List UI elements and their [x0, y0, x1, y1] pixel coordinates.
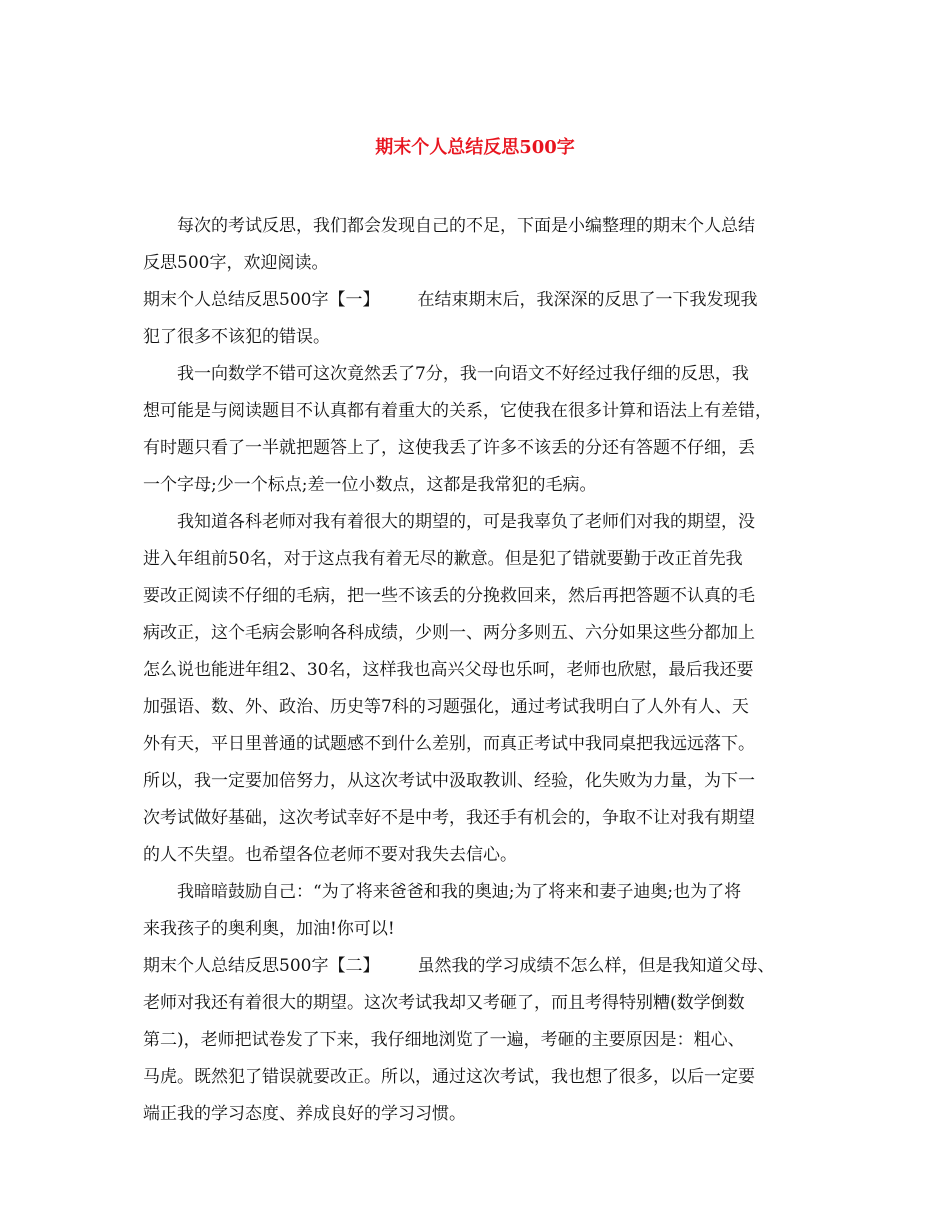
text-line — [143, 1059, 813, 1096]
text-line — [143, 430, 813, 467]
line-text: 病改正，这个毛病会影响各科成绩，少则一、两分多则五、六分如果这些分都加上 — [143, 623, 755, 643]
line-text: 我一向数学不错可这次竟然丢了7分，我一向语文不好经过我仔细的反思，我 — [177, 364, 749, 384]
line-text: 要改正阅读不仔细的毛病，把一些不该丢的分挽救回来，然后再把答题不认真的毛 — [143, 586, 755, 606]
text-line — [143, 985, 813, 1022]
text-line — [143, 1096, 813, 1133]
text-line — [143, 541, 813, 578]
text-line — [143, 837, 813, 874]
document-title: 期末个人总结反思500字 — [375, 137, 575, 158]
line-text: 有时题只看了一半就把题答上了，这使我丢了许多不该丢的分还有答题不仔细，丢 — [143, 438, 755, 458]
text-line — [143, 504, 813, 541]
text-line — [143, 911, 813, 948]
line-text: 次考试做好基础，这次考试幸好不是中考，我还手有机会的，争取不让对我有期望 — [143, 808, 755, 828]
line-text: 加强语、数、外、政治、历史等7科的习题强化，通过考试我明白了人外有人、天 — [143, 697, 749, 717]
text-line — [143, 726, 813, 763]
line-text: 犯了很多不该犯的错误。 — [143, 327, 330, 347]
line-text: 一个字母;少一个标点;差一位小数点，这都是我常犯的毛病。 — [143, 475, 597, 495]
line-text: 我知道各科老师对我有着很大的期望的，可是我辜负了老师们对我的期望，没 — [177, 512, 755, 532]
line-text: 第二)，老师把试卷发了下来，我仔细地浏览了一遍，考砸的主要原因是：粗心、 — [143, 1030, 745, 1050]
text-line — [143, 652, 813, 689]
line-text: 怎么说也能进年组2、30名，这样我也高兴父母也乐呵，老师也欣慰，最后我还要 — [143, 660, 754, 680]
text-line — [143, 1022, 813, 1059]
text-line — [143, 800, 813, 837]
line-text: 进入年组前50名，对于这点我有着无尽的歉意。但是犯了错就要勤于改正首先我 — [143, 549, 743, 569]
line-text: 想可能是与阅读题目不认真都有着重大的关系，它使我在很多计算和语法上有差错， — [143, 401, 772, 421]
line-text: 我暗暗鼓励自己：“为了将来爸爸和我的奥迪;为了将来和妻子迪奥;也为了将 — [177, 882, 742, 902]
text-line — [143, 615, 813, 652]
line-text: 每次的考试反思，我们都会发现自己的不足，下面是小编整理的期末个人总结 — [177, 216, 755, 236]
text-line — [143, 245, 813, 282]
section-heading-line — [143, 282, 813, 319]
text-line — [143, 356, 813, 393]
text-line — [143, 467, 813, 504]
text-line — [143, 319, 813, 356]
line-text: 反思500字，欢迎阅读。 — [143, 253, 329, 273]
document-body — [143, 208, 813, 1133]
text-line — [143, 763, 813, 800]
line-text: 端正我的学习态度、养成良好的学习习惯。 — [143, 1104, 466, 1124]
line-text: 外有天，平日里普通的试题感不到什么差别，而真正考试中我同桌把我远远落下。 — [143, 734, 755, 754]
line-text: 来我孩子的奥利奥，加油!你可以! — [143, 919, 395, 939]
text-line — [143, 874, 813, 911]
section-heading-line — [143, 948, 813, 985]
section-heading: 期末个人总结反思500字【一】 — [143, 290, 380, 310]
line-text: 在结束期末后，我深深的反思了一下我发现我 — [417, 290, 758, 310]
text-line — [143, 689, 813, 726]
line-text: 的人不失望。也希望各位老师不要对我失去信心。 — [143, 845, 517, 865]
line-text: 马虎。既然犯了错误就要改正。所以，通过这次考试，我也想了很多，以后一定要 — [143, 1067, 755, 1087]
line-text: 老师对我还有着很大的期望。这次考试我却又考砸了，而且考得特别糟(数学倒数 — [143, 993, 745, 1013]
section-heading: 期末个人总结反思500字【二】 — [143, 956, 380, 976]
line-text: 虽然我的学习成绩不怎么样，但是我知道父母、 — [417, 956, 775, 976]
text-line — [143, 578, 813, 615]
line-text: 所以，我一定要加倍努力，从这次考试中汲取教训、经验，化失败为力量，为下一 — [143, 771, 755, 791]
text-line — [143, 393, 813, 430]
text-line — [143, 208, 813, 245]
